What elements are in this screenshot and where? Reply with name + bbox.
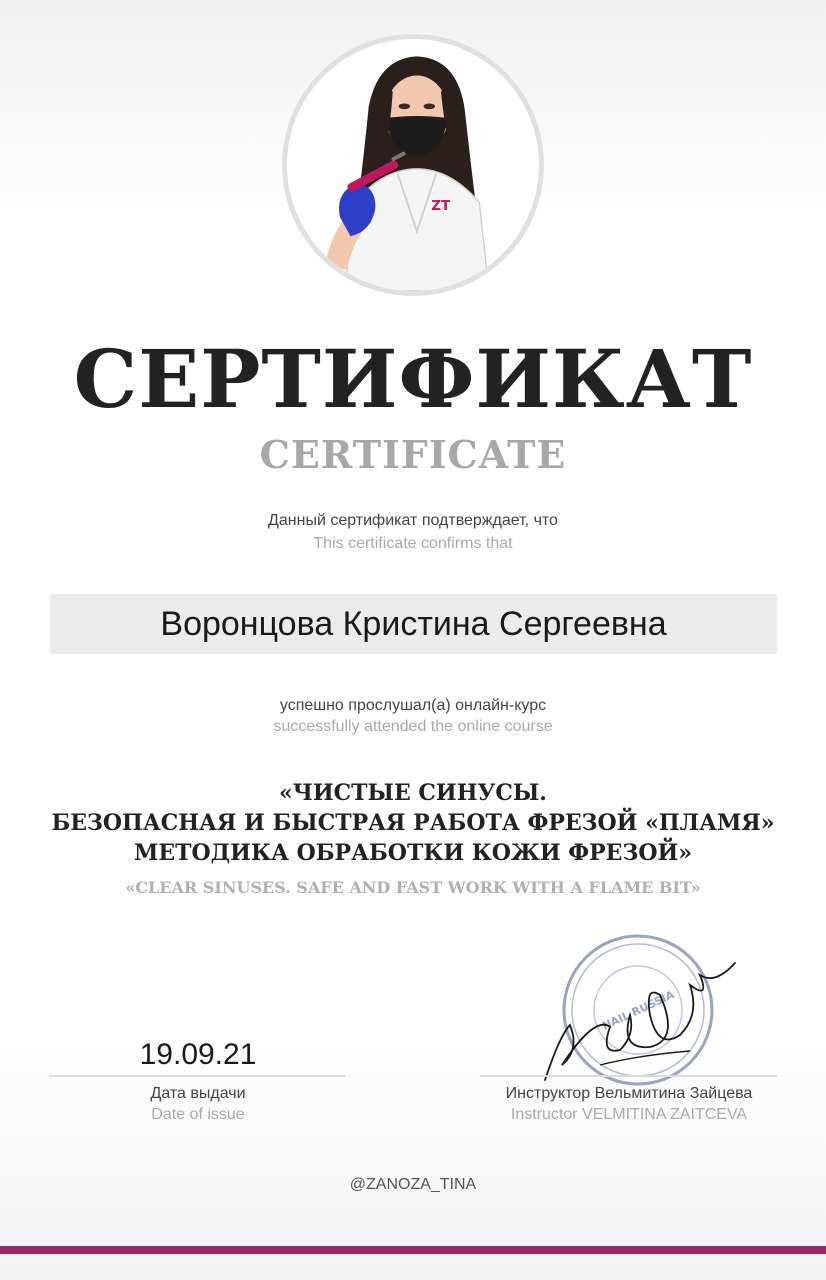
- date-label-en: Date of issue: [151, 1106, 245, 1123]
- certificate-title-en: CERTIFICATE: [259, 432, 567, 477]
- attended-text-en: successfully attended the online course: [273, 718, 553, 735]
- issue-date: 19.09.21: [139, 1038, 257, 1071]
- course-title-en: «CLEAR SINUSES. SAFE AND FAST WORK WITH A FLAME BIT»: [125, 878, 701, 897]
- instructor-label-ru: Инструктор Вельмитина Зайцева: [505, 1085, 753, 1102]
- course-title-line: «ЧИСТЫЕ СИНУСЫ.: [279, 780, 547, 806]
- course-title-line: МЕТОДИКА ОБРАБОТКИ КОЖИ ФРЕЗОЙ»: [133, 840, 693, 866]
- recipient-name-box: [50, 594, 777, 654]
- attended-text-ru: успешно прослушал(а) онлайн-курс: [279, 697, 547, 714]
- date-divider: [50, 1075, 346, 1077]
- coat-badge: ZT: [431, 199, 451, 215]
- confirms-text-en: This certificate confirms that: [313, 535, 513, 552]
- stamp-text: NAIL RUSSIA: [600, 988, 677, 1033]
- instructor-label-en: Instructor VELMITINA ZAITCEVA: [510, 1106, 748, 1123]
- accent-bar: [0, 1246, 826, 1254]
- instructor-divider: [480, 1075, 777, 1077]
- instructor-signature: [540, 955, 740, 1085]
- date-label-ru: Дата выдачи: [150, 1085, 246, 1102]
- logo-avatar: [282, 34, 544, 296]
- recipient-name: Воронцова Кристина Сергеевна: [160, 604, 667, 643]
- certificate-title-ru: СЕРТИФИКАТ: [73, 332, 753, 426]
- confirms-text-ru: Данный сертификат подтверждает, что: [268, 512, 558, 529]
- instagram-handle: @ZANOZA_TINA: [349, 1176, 477, 1193]
- manicurist-avatar-icon: [287, 39, 539, 291]
- course-title: [0, 778, 826, 868]
- course-title-line: БЕЗОПАСНАЯ И БЫСТРАЯ РАБОТА ФРЕЗОЙ «ПЛАМЯ»: [51, 810, 775, 836]
